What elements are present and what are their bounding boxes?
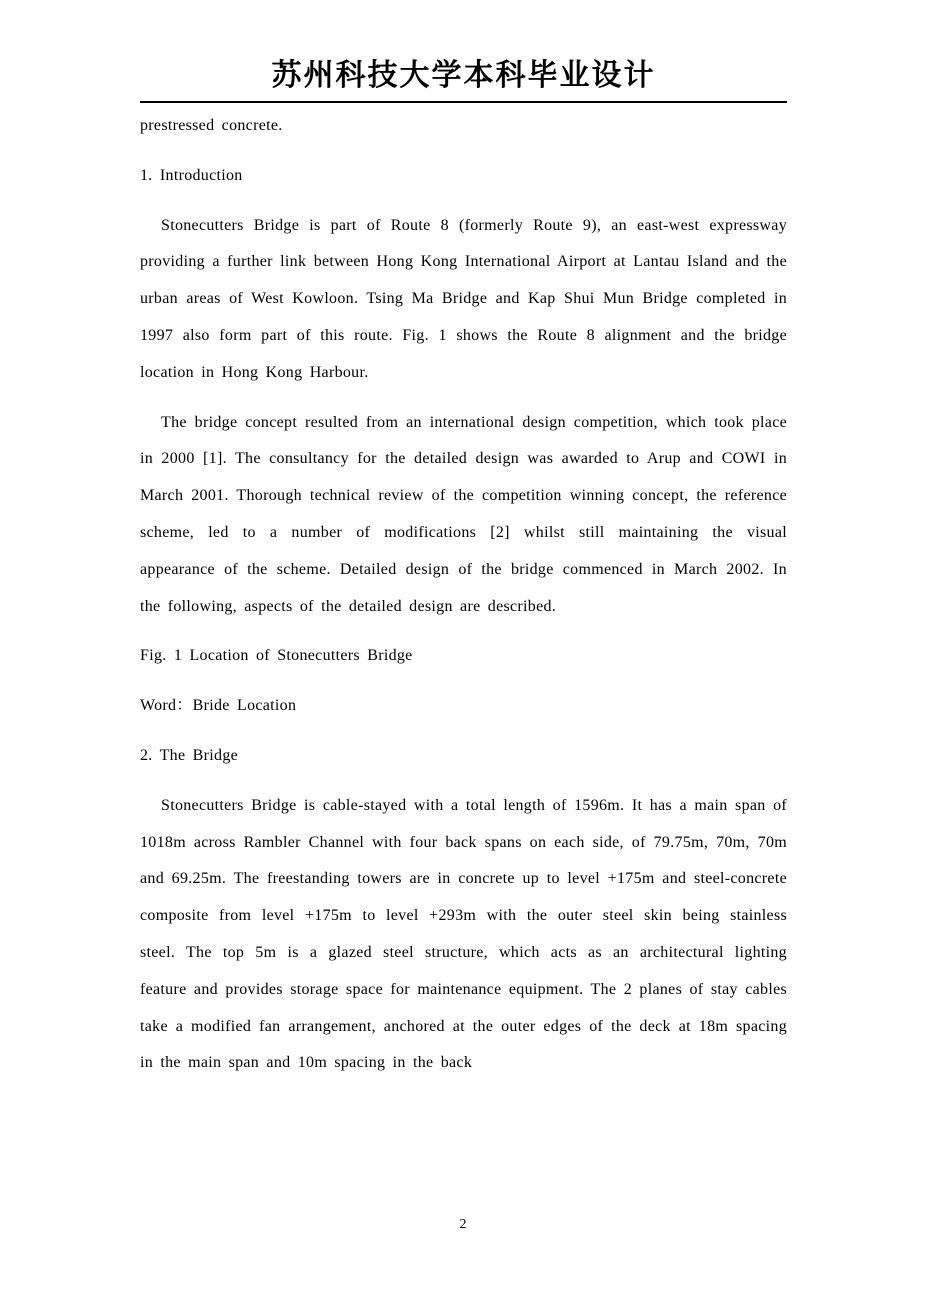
page-title: 苏州科技大学本科毕业设计 (271, 59, 656, 92)
continuation-text: prestressed concrete. (140, 117, 283, 134)
page-number: 2 (459, 1217, 467, 1232)
document-header (140, 58, 787, 103)
paragraph-design-competition: The bridge concept resulted from an international design competition, which took place in 2000 [1]. The consultancy for the detailed design was awarded to Arup and COWI in March 2001. Thorough technical review of the competition winning concept, the reference scheme, led to a number of modifications [2] whilst still maintaining the visual appearance of the scheme. Detailed design of the bridge commenced in March 2002. In the following, aspects of the detailed design are described. (140, 413, 787, 615)
section-heading-introduction: 1. Introduction (140, 166, 243, 184)
figure-caption: Fig. 1 Location of Stonecutters Bridge (140, 647, 413, 665)
document-body (140, 103, 787, 1082)
paragraph-route-8: Stonecutters Bridge is part of Route 8 (formerly Route 9), an east-west expressway providing a further link between Hong Kong International Airport at Lantau Island and the urban areas of West Kowloon. Tsing Ma Bridge and Kap Shui Mun Bridge completed in 1997 also form part of this route. Fig. 1 shows the Route 8 alignment and the bridge location in Hong Kong Harbour. (140, 216, 787, 381)
paragraph-bridge-description: Stonecutters Bridge is cable-stayed with a total length of 1596m. It has a main span of 1018m across Rambler Channel with four back spans on each side, of 79.75m, 70m, 70m and 69.25m. The freestanding towers are in concrete up to level +175m and steel-concrete composite from level +175m to level +293m with the outer steel skin being stainless steel. The top 5m is a glazed steel structure, which acts as an architectural lighting feature and provides storage space for maintenance equipment. The 2 planes of stay cables take a modified fan arrangement, anchored at the outer edges of the deck at 18m spacing in the main span and 10m spacing in the back (140, 796, 787, 1072)
figure-word-label: Word：Bride Location (140, 697, 297, 715)
section-heading-the-bridge: 2. The Bridge (140, 746, 239, 764)
